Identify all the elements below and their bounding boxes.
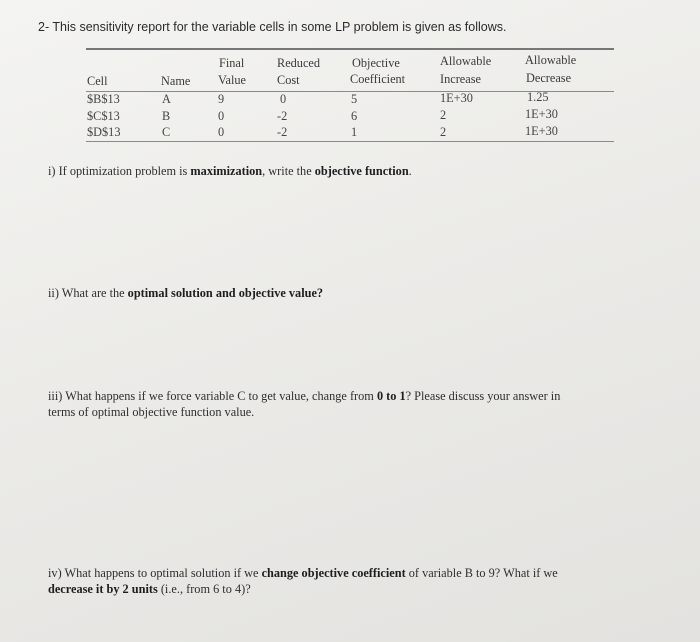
table-row-2-increase: 2 <box>440 108 447 122</box>
header-name: Name <box>161 74 191 88</box>
header-increase-line1: Allowable <box>440 54 492 68</box>
question-i-text-a: i) If optimization problem is <box>48 164 191 178</box>
table-row-3-increase: 2 <box>440 125 447 139</box>
table-row-3-decrease: 1E+30 <box>525 124 558 138</box>
header-final-line2: Value <box>218 73 246 87</box>
table-row-1-objective: 5 <box>351 92 358 106</box>
question-ii-text-a: ii) What are the <box>48 286 128 300</box>
table-row-2-cell: $C$13 <box>87 109 120 123</box>
table-row-1-reduced: 0 <box>280 92 287 106</box>
table-row-2-name: B <box>162 109 171 123</box>
question-iii-text-d: terms of optimal objective function value. <box>48 405 255 419</box>
table-row-1-cell: $B$13 <box>87 92 120 106</box>
table-row-3-reduced: -2 <box>277 125 288 139</box>
header-reduced-line1: Reduced <box>277 56 321 70</box>
question-i-text-c: , write the <box>262 164 315 178</box>
table-row-1-name: A <box>162 92 171 106</box>
table-row-1-final: 9 <box>218 92 225 106</box>
table-row-2-objective: 6 <box>351 109 358 123</box>
question-iv <box>48 565 558 597</box>
question-iv-text-a: iv) What happens to optimal solution if we <box>48 566 262 580</box>
header-reduced-line2: Cost <box>277 73 300 87</box>
question-iv-bold-change: change objective coefficient <box>261 566 406 580</box>
question-i <box>48 163 412 179</box>
header-objective-line2: Coefficient <box>350 72 406 86</box>
header-decrease-line1: Allowable <box>525 53 577 67</box>
question-iii-text-a: iii) What happens if we force variable C to get value, change from <box>48 389 377 403</box>
question-iv-bold-decrease: decrease it by 2 units <box>48 582 158 596</box>
question-iv-text-c: of variable B to 9? What if we <box>405 566 558 580</box>
question-title: 2- This sensitivity report for the variable cells in some LP problem is given as follows. <box>38 20 507 34</box>
table-row-2-final: 0 <box>218 109 225 123</box>
header-increase-line2: Increase <box>440 72 481 86</box>
header-objective-line1: Objective <box>352 56 400 70</box>
table-row-3-objective: 1 <box>351 125 358 139</box>
header-cell: Cell <box>87 74 108 88</box>
table-row-2-reduced: -2 <box>277 109 288 123</box>
question-i-bold-maximization: maximization <box>190 164 263 178</box>
table-row-3-name: C <box>162 125 171 139</box>
question-i-text-e: . <box>408 164 412 178</box>
table-top-rule <box>86 48 614 50</box>
table-row-1-decrease: 1.25 <box>527 90 549 104</box>
question-ii <box>48 285 323 301</box>
table-row-2-decrease: 1E+30 <box>525 107 558 121</box>
table-bottom-rule <box>86 141 614 142</box>
table-row-1-increase: 1E+30 <box>440 91 473 105</box>
question-iii-bold: 0 to 1 <box>376 389 406 403</box>
table-row-3-cell: $D$13 <box>87 125 121 139</box>
header-final-line1: Final <box>219 56 245 70</box>
question-i-bold-objective: objective function <box>314 164 409 178</box>
question-iii <box>48 388 560 420</box>
question-iii-text-c: ? Please discuss your answer in <box>405 389 561 403</box>
question-ii-bold: optimal solution and objective value? <box>127 286 324 300</box>
header-decrease-line2: Decrease <box>526 71 572 85</box>
table-row-3-final: 0 <box>218 125 225 139</box>
question-iv-text-e: (i.e., from 6 to 4)? <box>157 582 251 596</box>
